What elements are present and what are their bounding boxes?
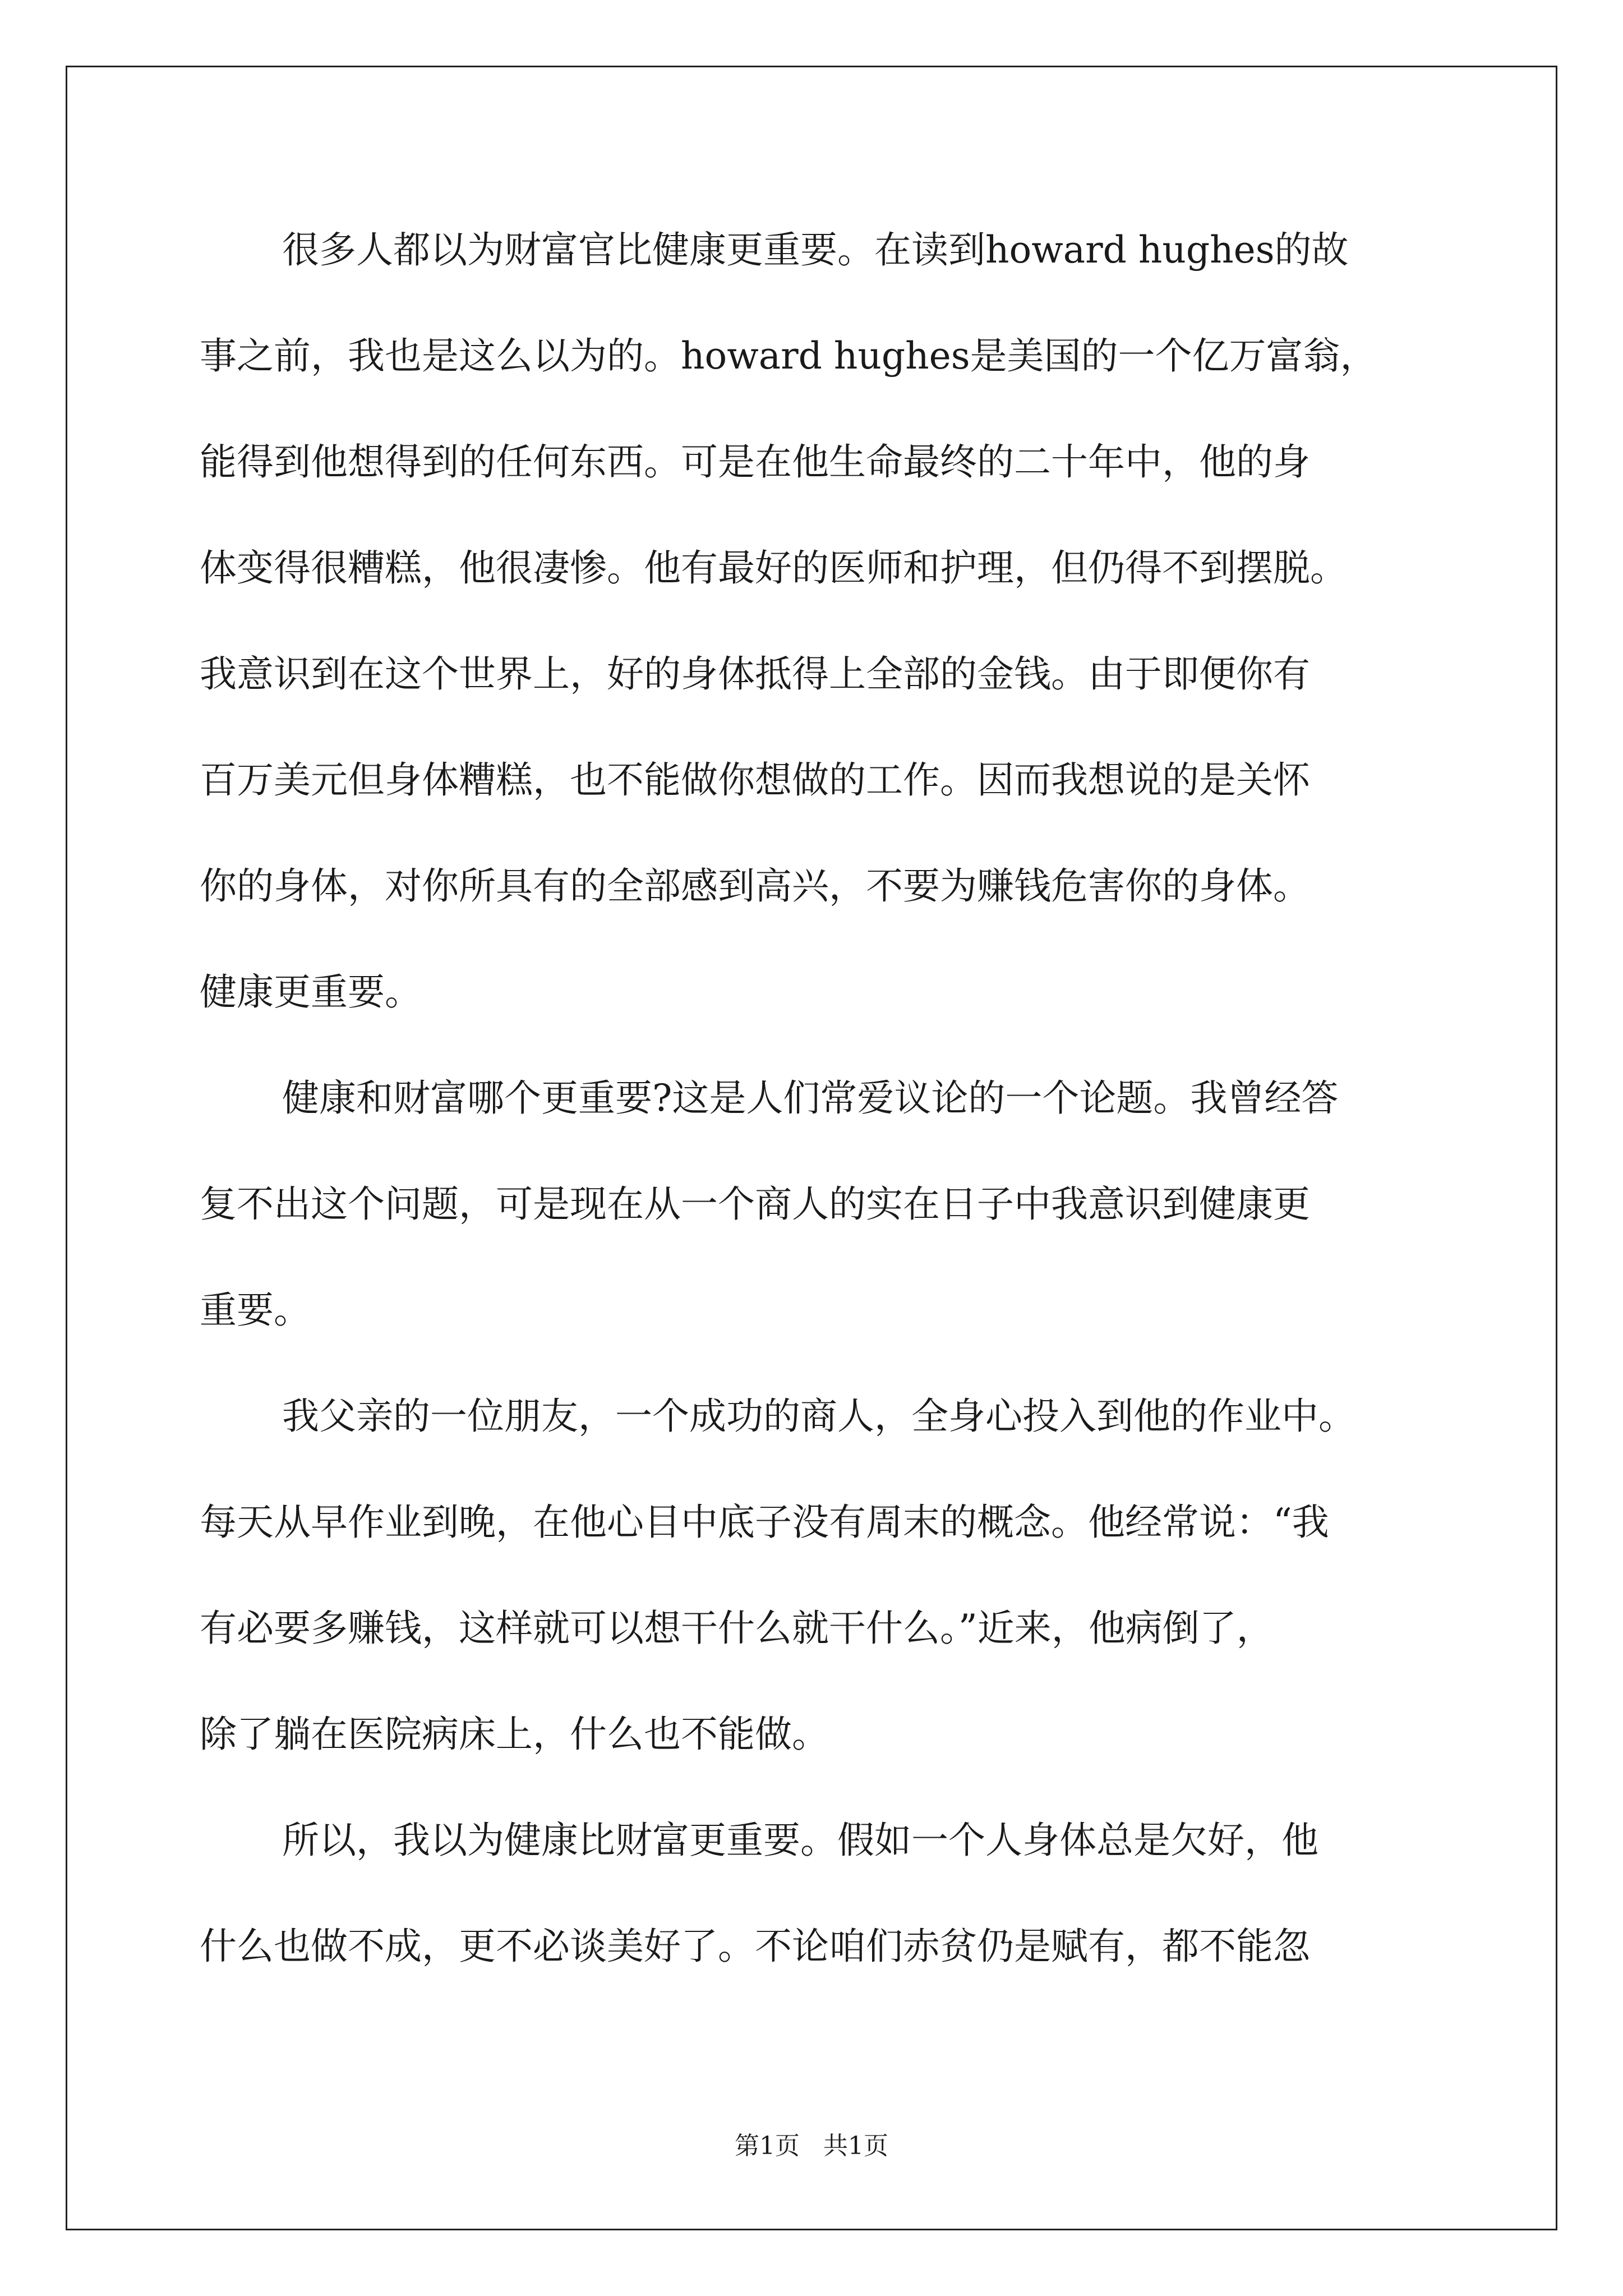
paragraph-2-line-2: 复不出这个问题，可是现在从一个商人的实在日子中我意识到健康更 <box>200 1182 1310 1226</box>
paragraph-4-line-2: 什么也做不成，更不必谈美好了。不论咱们赤贫仍是赋有，都不能忽 <box>200 1925 1310 1968</box>
paragraph-1-line-8: 健康更重要。 <box>200 970 422 1014</box>
paragraph-1-line-1: 很多人都以为财富官比健康更重要。在读到howard hughes的故 <box>282 228 1349 272</box>
paragraph-3-line-2: 每天从早作业到晚，在他心目中底子没有周末的概念。他经常说：“我 <box>200 1501 1329 1544</box>
document-body <box>200 219 1431 2021</box>
paragraph-3-line-1: 我父亲的一位朋友，一个成功的商人，全身心投入到他的作业中。 <box>282 1395 1355 1438</box>
page-number-footer: 第1页 共1页 <box>735 2132 888 2160</box>
paragraph-3-line-3: 有必要多赚钱，这样就可以想干什么就干什么。”近来，他病倒了， <box>200 1607 1274 1650</box>
paragraph-3-line-4: 除了躺在医院病床上，什么也不能做。 <box>200 1713 829 1756</box>
paragraph-2-line-3: 重要。 <box>200 1289 311 1332</box>
paragraph-1-line-2: 事之前，我也是这么以为的。howard hughes是美国的一个亿万富翁， <box>200 334 1377 378</box>
paragraph-4-line-1: 所以，我以为健康比财富更重要。假如一个人身体总是欠好，他 <box>282 1819 1318 1862</box>
paragraph-1-line-5: 我意识到在这个世界上，好的身体抵得上全部的金钱。由于即便你有 <box>200 652 1310 696</box>
paragraph-1-line-7: 你的身体，对你所具有的全部感到高兴，不要为赚钱危害你的身体。 <box>200 864 1310 908</box>
paragraph-1-line-6: 百万美元但身体糟糕，也不能做你想做的工作。因而我想说的是关怀 <box>200 758 1310 802</box>
paragraph-2-line-1: 健康和财富哪个更重要?这是人们常爱议论的一个论题。我曾经答 <box>282 1076 1339 1120</box>
paragraph-1-line-3: 能得到他想得到的任何东西。可是在他生命最终的二十年中，他的身 <box>200 440 1310 484</box>
paragraph-1-line-4: 体变得很糟糕，他很凄惨。他有最好的医师和护理，但仍得不到摆脱。 <box>200 546 1347 590</box>
